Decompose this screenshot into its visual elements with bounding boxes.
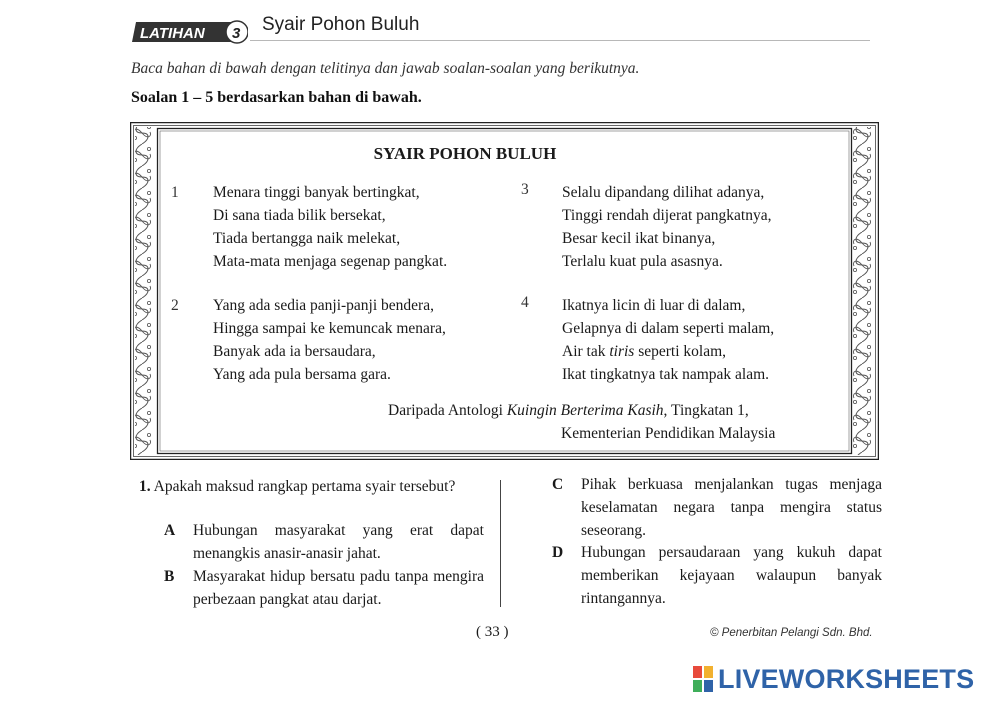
poem-line: Ikatnya licin di luar di dalam, — [562, 297, 746, 314]
option-text: Masyarakat hidup bersatu padu tanpa mengira perbezaan pangkat atau darjat. — [193, 568, 484, 608]
question-stem — [139, 475, 484, 498]
copyright-notice: © Penerbitan Pelangi Sdn. Bhd. — [710, 627, 873, 639]
option-letter: D — [552, 544, 564, 561]
option-d[interactable] — [552, 541, 882, 610]
poem-line: Ikat tingkatnya tak nampak alam. — [562, 366, 770, 383]
poem-source: Daripada Antologi Kuingin Berterima Kasih, Tingkatan 1, Kementerian Pendidikan Malaysia — [388, 399, 775, 445]
poem-line: Selalu dipandang dilihat adanya, — [562, 184, 765, 201]
option-letter: C — [552, 476, 564, 493]
anthology-title: Kuingin Berterima Kasih — [506, 402, 664, 419]
stanza-3 — [562, 181, 772, 273]
poem-line: Yang ada pula bersama gara. — [213, 366, 391, 383]
poem-line: Menara tinggi banyak bertingkat, — [213, 184, 420, 201]
poem-line: Yang ada sedia panji-panji bendera, — [213, 297, 434, 314]
exercise-title: Syair Pohon Buluh — [262, 14, 420, 35]
badge-label: LATIHAN — [140, 25, 205, 42]
poem-line: Banyak ada ia bersaudara, — [213, 343, 376, 360]
column-divider — [500, 480, 501, 607]
poem-line: Di sana tiada bilik bersekat, — [213, 207, 386, 224]
instruction-text: Baca bahan di bawah dengan telitinya dan jawab soalan-soalan yang berikutnya. — [131, 60, 640, 77]
stanza-1 — [213, 181, 447, 273]
stanza-number: 2 — [171, 297, 179, 314]
option-text: Hubungan persaudaraan yang kukuh dapat memberikan kejayaan walaupun banyak rintangannya. — [581, 544, 882, 607]
latihan-badge — [130, 20, 248, 44]
option-letter: A — [164, 522, 176, 539]
stanza-number: 1 — [171, 184, 179, 201]
stanza-4 — [562, 294, 774, 386]
stanza-number: 4 — [521, 294, 529, 311]
liveworksheets-watermark[interactable]: LIVEWORKSHEETS — [718, 664, 975, 694]
option-letter: B — [164, 568, 175, 585]
poem-line: Gelapnya di dalam seperti malam, — [562, 320, 775, 337]
page-number: ( 33 ) — [476, 624, 509, 640]
poem-line: Besar kecil ikat binanya, — [562, 230, 716, 247]
option-text: Hubungan masyarakat yang erat dapat menangkis anasir-anasir jahat. — [193, 522, 484, 562]
poem-line: Tiada bertangga naik melekat, — [213, 230, 401, 247]
question-number: 1. — [139, 478, 151, 495]
liveworksheets-logo-icon — [693, 666, 713, 692]
header-divider — [250, 40, 870, 41]
publisher-ministry: Kementerian Pendidikan Malaysia — [561, 425, 776, 442]
poem-line: Mata-mata menjaga segenap pangkat. — [213, 253, 448, 270]
option-b[interactable] — [164, 565, 484, 611]
option-c[interactable] — [552, 473, 882, 542]
option-a[interactable] — [164, 519, 484, 565]
poem-line: Hingga sampai ke kemuncak menara, — [213, 320, 446, 337]
option-text: Pihak berkuasa menjalankan tugas menjaga keselamatan negara tanpa mengira status seseorang. — [581, 476, 882, 539]
badge-number: 3 — [232, 25, 241, 42]
stanza-number: 3 — [521, 181, 529, 198]
question-range-heading: Soalan 1 – 5 berdasarkan bahan di bawah. — [131, 89, 422, 106]
poem-title: SYAIR POHON BULUH — [373, 144, 557, 163]
poem-line: Tinggi rendah dijerat pangkatnya, — [562, 207, 772, 224]
poem-line: Air tak tiris seperti kolam, — [562, 343, 727, 360]
poem-line: Terlalu kuat pula asasnya. — [562, 253, 723, 270]
italic-word: tiris — [609, 343, 635, 360]
question-text: Apakah maksud rangkap pertama syair tersebut? — [153, 478, 456, 495]
stanza-2 — [213, 294, 446, 386]
